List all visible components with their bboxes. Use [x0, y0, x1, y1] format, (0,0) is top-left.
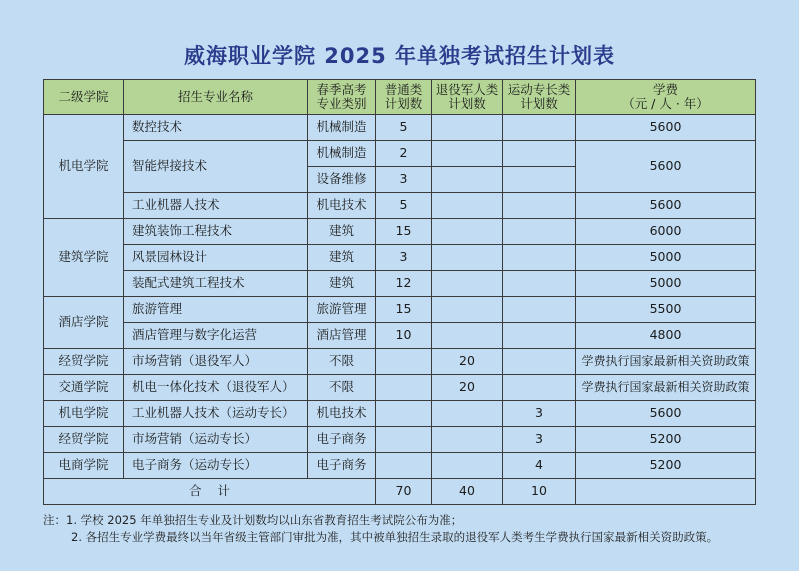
normal-plan-cell — [376, 453, 432, 479]
normal-plan-cell: 5 — [376, 193, 432, 219]
veteran-plan-cell — [432, 141, 503, 167]
major-cell: 建筑装饰工程技术 — [124, 219, 308, 245]
normal-plan-cell: 15 — [376, 219, 432, 245]
page-title: 威海职业学院 2025 年单独考试招生计划表 — [183, 44, 616, 68]
sport-plan-cell — [503, 219, 576, 245]
veteran-plan-cell — [432, 401, 503, 427]
table-row — [44, 323, 756, 349]
veteran-plan-cell — [432, 297, 503, 323]
table-row — [44, 453, 756, 479]
table-row — [44, 401, 756, 427]
table-row — [44, 375, 756, 401]
fee-cell: 学费执行国家最新相关资助政策 — [576, 375, 756, 401]
veteran-plan-cell — [432, 323, 503, 349]
college-cell: 电商学院 — [44, 453, 124, 479]
college-cell: 经贸学院 — [44, 427, 124, 453]
table-row — [44, 349, 756, 375]
veteran-plan-cell — [432, 271, 503, 297]
fee-cell: 5000 — [576, 271, 756, 297]
sport-plan-cell — [503, 323, 576, 349]
major-cell: 工业机器人技术 — [124, 193, 308, 219]
table-row — [44, 141, 756, 167]
sport-plan-cell — [503, 141, 576, 167]
category-cell: 旅游管理 — [308, 297, 376, 323]
fee-cell: 4800 — [576, 323, 756, 349]
major-cell: 装配式建筑工程技术 — [124, 271, 308, 297]
total-fee — [576, 479, 756, 505]
sport-plan-cell — [503, 375, 576, 401]
major-cell: 数控技术 — [124, 115, 308, 141]
header-fee: 学费 （元 / 人 · 年） — [576, 80, 756, 115]
veteran-plan-cell: 20 — [432, 375, 503, 401]
footnote-1: 注：1. 学校 2025 年单独招生专业及计划数均以山东省教育招生考试院公布为准； — [43, 513, 463, 527]
normal-plan-cell: 12 — [376, 271, 432, 297]
major-cell: 机电一体化技术（退役军人） — [124, 375, 308, 401]
header-category: 春季高考 专业类别 — [308, 80, 376, 115]
fee-cell: 5500 — [576, 297, 756, 323]
college-cell: 酒店学院 — [44, 297, 124, 349]
footnote-2: 2. 各招生专业学费最终以当年省级主管部门审批为准，其中被单独招生录取的退役军人类考生学费执行国家最新相关资助政策。 — [71, 530, 719, 544]
normal-plan-cell: 3 — [376, 245, 432, 271]
sport-plan-cell — [503, 115, 576, 141]
major-cell: 旅游管理 — [124, 297, 308, 323]
category-cell: 机械制造 — [308, 115, 376, 141]
normal-plan-cell — [376, 349, 432, 375]
category-cell: 机械制造 — [308, 141, 376, 167]
veteran-plan-cell — [432, 427, 503, 453]
major-cell: 智能焊接技术 — [124, 141, 308, 193]
veteran-plan-cell — [432, 193, 503, 219]
major-cell: 电子商务（运动专长） — [124, 453, 308, 479]
category-cell: 机电技术 — [308, 401, 376, 427]
category-cell: 机电技术 — [308, 193, 376, 219]
fee-cell: 5600 — [576, 141, 756, 193]
normal-plan-cell: 15 — [376, 297, 432, 323]
footnotes — [43, 512, 783, 546]
table-row — [44, 219, 756, 245]
category-cell: 设备维修 — [308, 167, 376, 193]
sport-plan-cell — [503, 297, 576, 323]
total-row — [44, 479, 756, 505]
table-row — [44, 115, 756, 141]
major-cell: 市场营销（运动专长） — [124, 427, 308, 453]
header-sport-plan: 运动专长类 计划数 — [503, 80, 576, 115]
header-veteran-plan: 退役军人类 计划数 — [432, 80, 503, 115]
category-cell: 建筑 — [308, 219, 376, 245]
college-cell: 经贸学院 — [44, 349, 124, 375]
normal-plan-cell: 2 — [376, 141, 432, 167]
college-cell: 机电学院 — [44, 401, 124, 427]
veteran-plan-cell — [432, 115, 503, 141]
category-cell: 电子商务 — [308, 427, 376, 453]
header-normal-plan: 普通类 计划数 — [376, 80, 432, 115]
veteran-plan-cell — [432, 453, 503, 479]
major-cell: 工业机器人技术（运动专长） — [124, 401, 308, 427]
total-label: 合 计 — [44, 479, 376, 505]
veteran-plan-cell: 20 — [432, 349, 503, 375]
major-cell: 酒店管理与数字化运营 — [124, 323, 308, 349]
college-cell: 建筑学院 — [44, 219, 124, 297]
sport-plan-cell — [503, 271, 576, 297]
veteran-plan-cell — [432, 245, 503, 271]
normal-plan-cell — [376, 427, 432, 453]
sport-plan-cell: 4 — [503, 453, 576, 479]
table-row — [44, 271, 756, 297]
college-cell: 交通学院 — [44, 375, 124, 401]
sport-plan-cell: 3 — [503, 401, 576, 427]
normal-plan-cell: 10 — [376, 323, 432, 349]
normal-plan-cell: 3 — [376, 167, 432, 193]
fee-cell: 6000 — [576, 219, 756, 245]
sport-plan-cell — [503, 245, 576, 271]
major-cell: 风景园林设计 — [124, 245, 308, 271]
fee-cell: 5600 — [576, 193, 756, 219]
table-row — [44, 427, 756, 453]
category-cell: 电子商务 — [308, 453, 376, 479]
category-cell: 建筑 — [308, 271, 376, 297]
fee-cell: 5600 — [576, 401, 756, 427]
sport-plan-cell — [503, 349, 576, 375]
category-cell: 不限 — [308, 349, 376, 375]
normal-plan-cell — [376, 375, 432, 401]
enrollment-plan-table — [43, 79, 756, 505]
veteran-plan-cell — [432, 219, 503, 245]
total-normal: 70 — [376, 479, 432, 505]
normal-plan-cell — [376, 401, 432, 427]
total-veteran: 40 — [432, 479, 503, 505]
fee-cell: 5200 — [576, 453, 756, 479]
fee-cell: 学费执行国家最新相关资助政策 — [576, 349, 756, 375]
category-cell: 不限 — [308, 375, 376, 401]
veteran-plan-cell — [432, 167, 503, 193]
category-cell: 酒店管理 — [308, 323, 376, 349]
category-cell: 建筑 — [308, 245, 376, 271]
header-college: 二级学院 — [44, 80, 124, 115]
table-row — [44, 193, 756, 219]
fee-cell: 5600 — [576, 115, 756, 141]
college-cell: 机电学院 — [44, 115, 124, 219]
sport-plan-cell: 3 — [503, 427, 576, 453]
major-cell: 市场营销（退役军人） — [124, 349, 308, 375]
total-sport: 10 — [503, 479, 576, 505]
fee-cell: 5000 — [576, 245, 756, 271]
sport-plan-cell — [503, 193, 576, 219]
table-row — [44, 297, 756, 323]
normal-plan-cell: 5 — [376, 115, 432, 141]
table-header-row — [44, 80, 756, 115]
sport-plan-cell — [503, 167, 576, 193]
fee-cell: 5200 — [576, 427, 756, 453]
table-row — [44, 245, 756, 271]
header-major: 招生专业名称 — [124, 80, 308, 115]
